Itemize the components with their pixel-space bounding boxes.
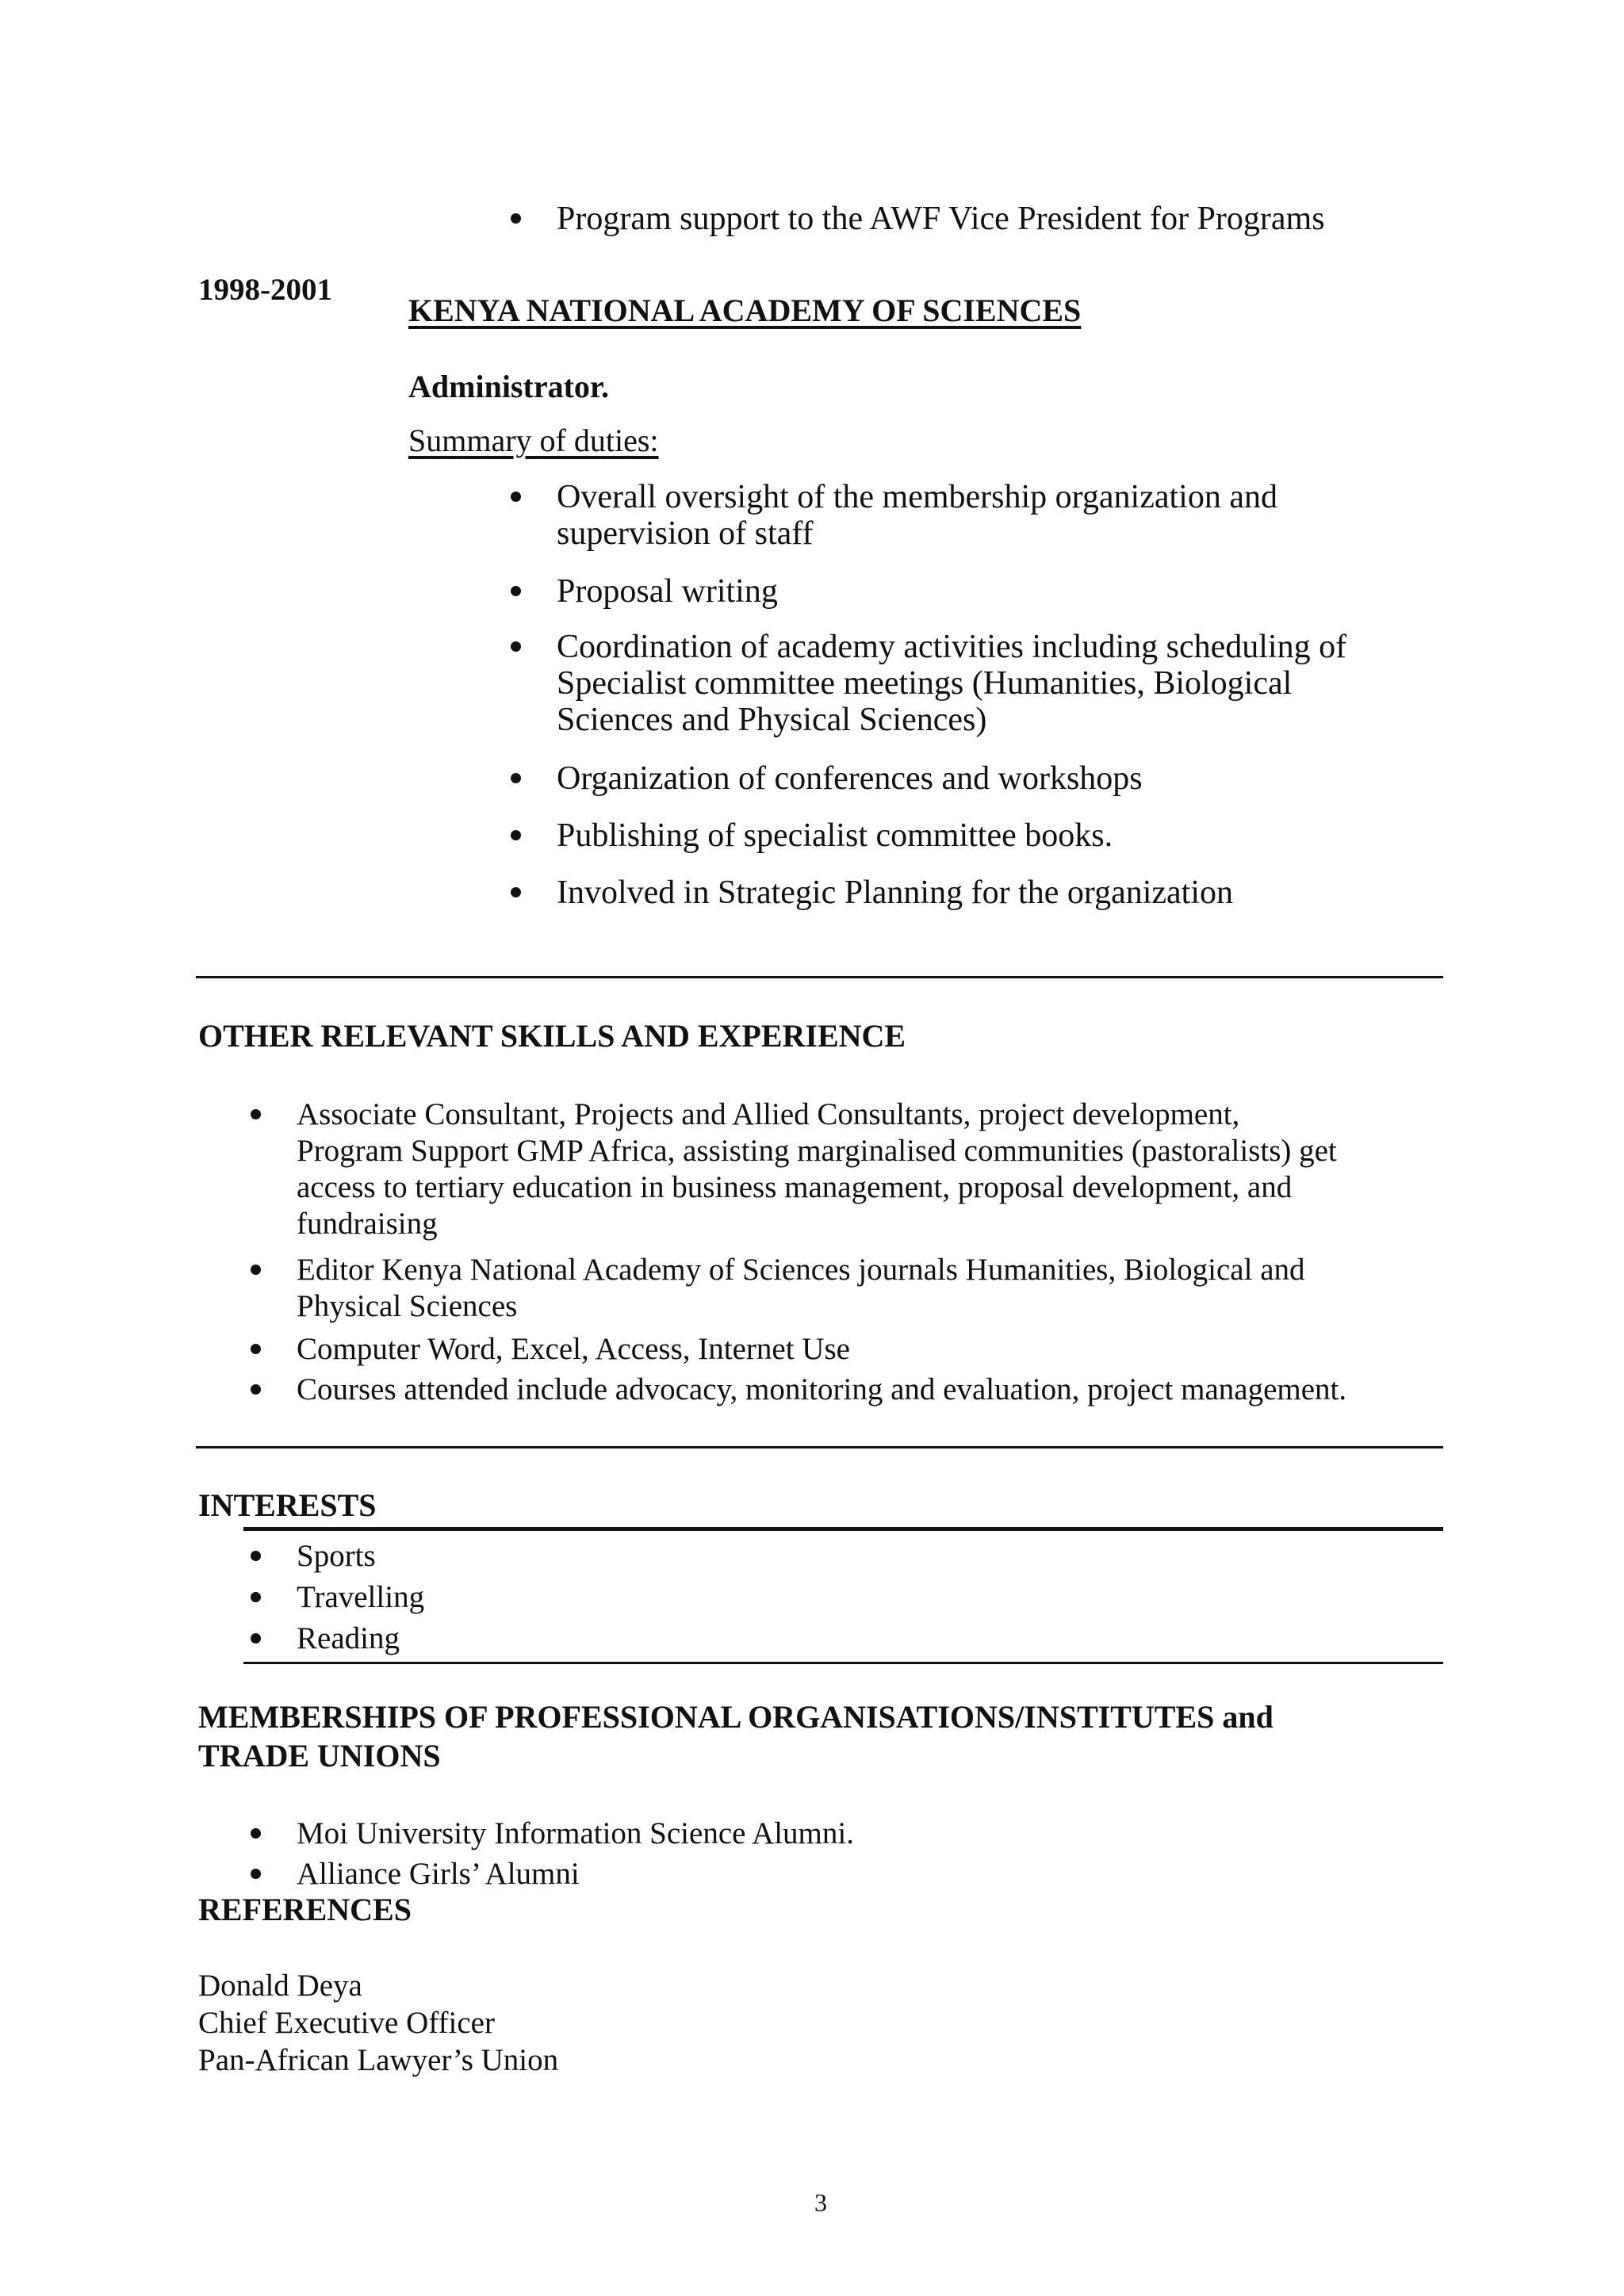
membership-item: Moi University Information Science Alumni.	[297, 1816, 854, 1850]
duty-item: Publishing of specialist committee books.	[557, 817, 1113, 854]
skill-item: Editor Kenya National Academy of Sciences journals Humanities, Biological and Physical Sciences	[297, 1253, 1305, 1323]
memberships-heading-line1: MEMBERSHIPS OF PROFESSIONAL ORGANISATIONS/INSTITUTES and	[198, 1699, 1274, 1735]
interests-heading: INTERESTS	[198, 1487, 377, 1523]
duty-item: Proposal writing	[557, 573, 778, 610]
interests-bottom-rule	[243, 1662, 1443, 1664]
skills-heading: OTHER RELEVANT SKILLS AND EXPERIENCE	[198, 1018, 906, 1054]
references-heading: REFERENCES	[198, 1892, 412, 1927]
duties-label: Summary of duties:	[408, 423, 659, 458]
job-title: Administrator.	[408, 369, 609, 404]
duty-item: Involved in Strategic Planning for the organization	[557, 874, 1234, 911]
job-years: 1998-2001	[198, 273, 332, 307]
section-divider	[196, 976, 1443, 978]
reference-position: Chief Executive Officer	[198, 2006, 495, 2040]
interest-item: Travelling	[297, 1580, 425, 1614]
reference-organization: Pan-African Lawyer’s Union	[198, 2043, 559, 2077]
duty-item: Organization of conferences and workshops	[557, 760, 1143, 797]
top-bullet-text: Program support to the AWF Vice President for Programs	[557, 201, 1325, 237]
job-organization: KENYA NATIONAL ACADEMY OF SCIENCES	[408, 293, 1082, 328]
interest-item: Sports	[297, 1539, 376, 1573]
top-bullet-item	[557, 201, 1325, 237]
skill-item: Associate Consultant, Projects and Allied Consultants, project development, Program Support GMP Africa, assisting marginalised communities (pastoralists) get access to tertiary education in business management, proposal development, and fundraising	[297, 1097, 1337, 1241]
membership-item: Alliance Girls’ Alumni	[297, 1857, 580, 1891]
skill-item: Courses attended include advocacy, monitoring and evaluation, project management.	[297, 1372, 1347, 1406]
skill-item: Computer Word, Excel, Access, Internet Use	[297, 1332, 850, 1366]
page-number: 3	[814, 2188, 827, 2217]
duty-item: Coordination of academy activities including scheduling of Specialist committee meetings (Humanities, Biological Sciences and Physical Sciences)	[557, 629, 1347, 738]
duty-item: Overall oversight of the membership organization and supervision of staff	[557, 479, 1277, 552]
reference-name: Donald Deya	[198, 1969, 362, 2003]
interest-item: Reading	[297, 1621, 400, 1655]
section-divider	[196, 1446, 1443, 1448]
memberships-heading-line2: TRADE UNIONS	[198, 1738, 441, 1774]
interests-top-rule	[243, 1527, 1443, 1531]
